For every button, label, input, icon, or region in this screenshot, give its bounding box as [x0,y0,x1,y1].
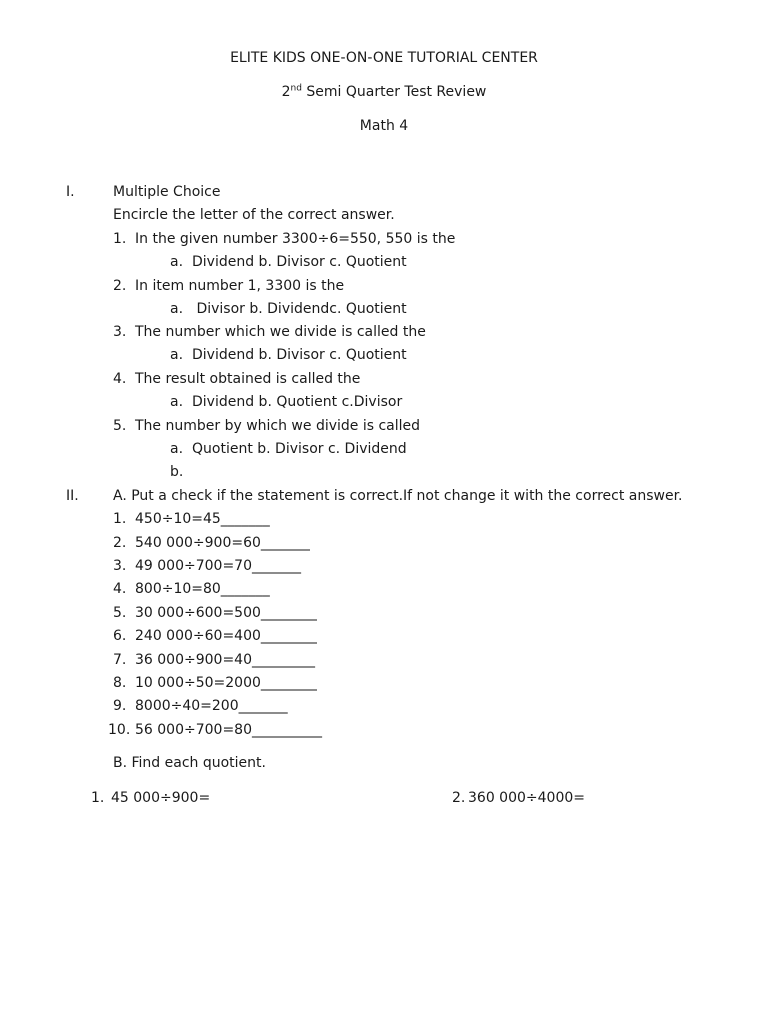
item-text: 10 000÷50=2000________ [135,675,317,691]
question-choices: Quotient b. Divisor c. Dividend [192,441,407,457]
choice-letter: a. [170,301,184,317]
question-choices: Dividend b. Quotient c.Divisor [192,394,403,410]
quarter-number: 2 [281,84,291,100]
question-text: The number by which we divide is called [135,418,421,434]
choice-letter: a. [170,254,184,270]
question-number: 1. [113,231,127,247]
item-number: 5. [113,605,127,621]
part1-instruction: Encircle the letter of the correct answer. [113,207,395,223]
school-name: ELITE KIDS ONE-ON-ONE TUTORIAL CENTER [230,50,538,66]
question-text: In item number 1, 3300 is the [135,278,345,294]
quotient-text: 360 000÷4000= [468,790,585,806]
question-text: The result obtained is called the [135,371,361,387]
item-text: 800÷10=80_______ [135,581,270,597]
quotient-text: 45 000÷900= [111,790,211,806]
question-text: In the given number 3300÷6=550, 550 is the [135,231,456,247]
item-number: 6. [113,628,127,644]
question-choices: Dividend b. Divisor c. Quotient [192,254,407,270]
item-number: 8. [113,675,127,691]
item-text: 450÷10=45_______ [135,511,270,527]
part1-title: Multiple Choice [113,184,221,200]
item-number: 2. [113,535,127,551]
choice-letter: a. [170,441,184,457]
question-choices: Dividend b. Divisor c. Quotient [192,347,407,363]
quotient-number: 1. [91,790,105,806]
quarter-suffix: nd [290,83,302,94]
item-text: 8000÷40=200_______ [135,698,288,714]
quarter-title: Semi Quarter Test Review [301,84,487,100]
part2-numeral: II. [66,488,79,504]
item-text: 30 000÷600=500________ [135,605,317,621]
question-number: 2. [113,278,127,294]
item-number: 9. [113,698,127,714]
question-number: 5. [113,418,127,434]
choice-letter: a. [170,347,184,363]
question-text: The number which we divide is called the [135,324,426,340]
part2-instruction-a: A. Put a check if the statement is correct.If not change it with the correct answer. [113,488,683,504]
item-text: 56 000÷700=80__________ [135,722,322,738]
question-number: 4. [113,371,127,387]
test-title [0,83,768,101]
item-text: 540 000÷900=60_______ [135,535,310,551]
question-number: 3. [113,324,127,340]
extra-choice-letter: b. [170,464,184,480]
part2-instruction-b: B. Find each quotient. [113,755,266,771]
question-choices: Divisor b. Dividendc. Quotient [192,301,407,317]
item-number: 1. [113,511,127,527]
item-text: 49 000÷700=70_______ [135,558,301,574]
item-text: 36 000÷900=40_________ [135,652,315,668]
item-text: 240 000÷60=400________ [135,628,317,644]
choice-letter: a. [170,394,184,410]
item-number: 7. [113,652,127,668]
part1-numeral: I. [66,184,75,200]
quotient-number: 2. [452,790,466,806]
item-number: 4. [113,581,127,597]
item-number: 10. [108,722,131,738]
item-number: 3. [113,558,127,574]
subject-title: Math 4 [359,118,409,134]
